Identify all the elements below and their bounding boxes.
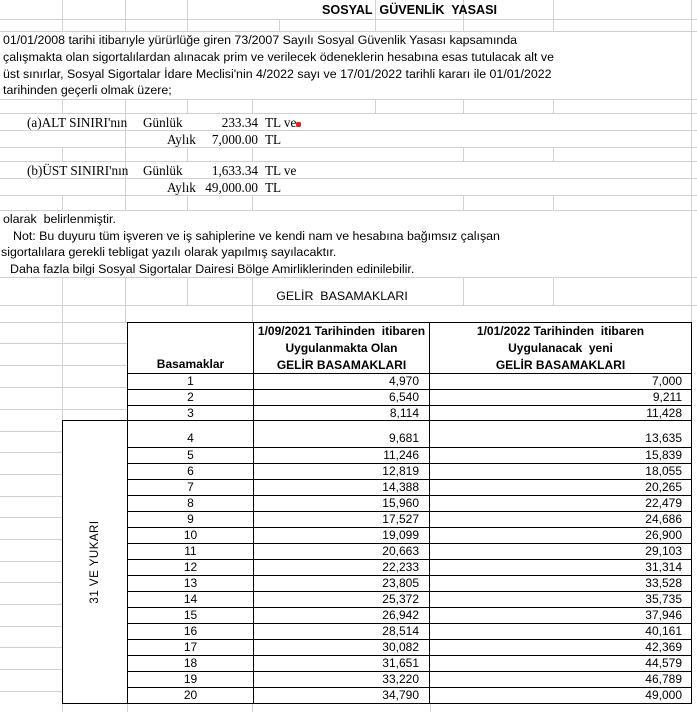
income-step-row [128, 512, 691, 528]
gridline-vertical [252, 195, 253, 210]
upper-limit-monthly-row [0, 179, 430, 196]
income-step-row [128, 464, 691, 480]
new-value-cell: 15,839 [645, 448, 682, 462]
intro-line: üst sınırlar, Sosyal Sigortalar İdare Meclisi'nin 4/2022 sayı ve 17/01/2022 tarihli kararı ile 01/01/2022 [3, 66, 552, 81]
new-value-cell: 7,000 [651, 374, 682, 388]
step-cell: 4 [128, 421, 254, 447]
daily-label: Günlük [143, 163, 183, 178]
new-value-cell: 46,789 [645, 672, 682, 686]
gridline-vertical [553, 99, 554, 113]
upper-limit-label: (b)ÜST SINIRI'nın [27, 163, 129, 178]
gridline-horizontal [0, 409, 127, 410]
income-step-row [128, 640, 691, 656]
current-value-cell: 30,082 [254, 640, 430, 655]
new-column-header [430, 323, 691, 373]
step-cell: 18 [128, 656, 254, 671]
step-cell: 13 [128, 576, 254, 591]
gridline-vertical [62, 147, 63, 161]
gridline-vertical [463, 195, 464, 210]
gridline-vertical [375, 99, 376, 113]
lower-limit-daily-value: 233.34 [221, 115, 258, 130]
gridline-vertical [187, 195, 188, 210]
gridline-vertical [252, 277, 253, 322]
upper-limit-daily-value: 1,633.34 [211, 163, 258, 178]
gridline-vertical [553, 195, 554, 210]
step-cell: 14 [128, 592, 254, 607]
step-cell: 3 [128, 406, 254, 420]
step-cell: 9 [128, 512, 254, 527]
intro-line: tarihinden geçerli olmak üzere; [3, 83, 172, 98]
current-value-cell: 25,372 [254, 592, 430, 607]
income-step-row [128, 688, 691, 703]
current-value-cell: 22,233 [254, 560, 430, 575]
header-line: 1/09/2021 Tarihinden itibaren [257, 324, 426, 338]
table-header-row [128, 323, 691, 374]
gridline-horizontal [0, 365, 127, 366]
new-value-cell: 20,265 [645, 480, 682, 494]
step-cell: 20 [128, 688, 254, 703]
gridline-vertical [62, 277, 63, 322]
currency-unit: TL ve [265, 115, 297, 130]
new-value-cell: 22,479 [645, 496, 682, 510]
gridline-vertical [463, 147, 464, 161]
income-step-row [128, 544, 691, 560]
new-value-cell: 42,369 [645, 640, 682, 654]
income-step-row [128, 448, 691, 464]
new-value-cell: 40,161 [645, 624, 682, 638]
income-step-row [128, 608, 691, 624]
income-step-row [128, 560, 691, 576]
header-line: Uygulanmakta Olan [285, 341, 398, 355]
lower-limit-monthly-row [0, 131, 430, 148]
daily-label: Günlük [143, 115, 183, 130]
lower-limit-monthly-value: 7,000.00 [211, 132, 258, 147]
gridline-horizontal [0, 343, 127, 344]
step-cell: 17 [128, 640, 254, 655]
new-value-cell: 33,528 [645, 576, 682, 590]
side-box-vertical-label: 31 VE YUKARI [89, 520, 101, 604]
income-step-row [128, 592, 691, 608]
income-step-row [128, 624, 691, 640]
income-step-row [128, 672, 691, 688]
gridline-vertical [553, 277, 554, 305]
side-box-31-and-above [62, 420, 128, 704]
gridline-vertical [62, 322, 63, 420]
header-line: GELİR BASAMAKLARI [495, 358, 626, 372]
new-value-cell: 49,000 [645, 688, 682, 702]
note-line: sigortalılara gerekli tebligat yazılı olarak yapılmış sayılacaktır. [1, 245, 337, 259]
gridline-vertical [187, 277, 188, 305]
currency-unit: TL [265, 132, 282, 147]
intro-paragraph [3, 32, 693, 99]
gridline-vertical [553, 147, 554, 161]
monthly-label: Aylık [167, 180, 196, 195]
gridline-horizontal [0, 322, 127, 323]
gridline-vertical [62, 0, 63, 31]
step-cell: 6 [128, 464, 254, 479]
gridline-vertical [127, 704, 128, 712]
gridline-vertical [252, 704, 253, 712]
current-value-cell: 28,514 [254, 624, 430, 639]
income-steps-heading: GELİR BASAMAKLARI [276, 289, 408, 303]
new-value-cell: 29,103 [645, 544, 682, 558]
upper-limit-daily-row [0, 162, 430, 179]
current-value-cell: 11,246 [254, 448, 430, 463]
gridline-horizontal [0, 452, 62, 453]
current-value-cell: 26,942 [254, 608, 430, 623]
gridline-vertical [62, 704, 63, 712]
header-line: Uygulanacak yeni [508, 341, 613, 355]
gridline-horizontal [0, 517, 62, 518]
lower-limit-label: (a)ALT SINIRI'nın [27, 115, 128, 130]
gridline-vertical [62, 195, 63, 210]
new-value-cell: 31,314 [645, 560, 682, 574]
table-body [128, 374, 691, 703]
gridline-vertical [463, 277, 464, 305]
current-value-cell: 8,114 [254, 406, 430, 420]
gridline-vertical [252, 99, 253, 113]
upper-limit-monthly-value: 49,000.00 [205, 180, 258, 195]
income-step-row [128, 496, 691, 512]
gridline-horizontal [0, 305, 697, 306]
new-value-cell: 44,579 [645, 656, 682, 670]
steps-column-header: Basamaklar [128, 323, 254, 373]
gridline-vertical [187, 99, 188, 113]
gridline-horizontal [0, 431, 62, 432]
note-line: Not: Bu duyuru tüm işveren ve iş sahiplerine ve kendi nam ve hesabına bağımsız çalışan [13, 229, 500, 243]
gridline-vertical [463, 99, 464, 113]
current-value-cell: 33,220 [254, 672, 430, 687]
current-value-cell: 12,819 [254, 464, 430, 479]
gridline-vertical [125, 277, 126, 322]
note-line: Daha fazla bilgi Sosyal Sigortalar Dairesi Bölge Amirliklerinden edinilebilir. [10, 262, 415, 276]
gridline-vertical [125, 0, 126, 31]
income-step-row [128, 421, 691, 448]
gridline-vertical [252, 147, 253, 161]
new-value-cell: 11,428 [646, 406, 682, 420]
income-steps-table [127, 322, 692, 704]
income-step-row [128, 480, 691, 496]
new-value-cell: 24,686 [645, 512, 682, 526]
gridline-horizontal [0, 19, 697, 20]
step-cell: 16 [128, 624, 254, 639]
gridline-horizontal [0, 626, 62, 627]
gridline-horizontal [0, 604, 62, 605]
header-line: 1/01/2022 Tarihinden itibaren [476, 324, 645, 338]
current-value-cell: 6,540 [254, 390, 430, 405]
current-value-cell: 34,790 [254, 688, 430, 703]
current-value-cell: 19,099 [254, 528, 430, 543]
currency-unit: TL ve [265, 163, 297, 178]
header-line: GELİR BASAMAKLARI [276, 358, 407, 372]
income-step-row [128, 656, 691, 672]
new-value-cell: 18,055 [645, 464, 682, 478]
current-value-cell: 23,805 [254, 576, 430, 591]
document-title: SOSYAL GÜVENLİK YASASI [322, 3, 497, 17]
gridline-vertical [279, 19, 280, 31]
current-value-cell: 20,663 [254, 544, 430, 559]
gridline-vertical [62, 99, 63, 113]
gridline-horizontal [0, 691, 62, 692]
gridline-horizontal [0, 474, 62, 475]
income-step-row [128, 576, 691, 592]
current-value-cell: 17,527 [254, 512, 430, 527]
gridline-vertical [125, 99, 126, 113]
gridline-horizontal [0, 582, 62, 583]
step-cell: 19 [128, 672, 254, 687]
gridline-horizontal [0, 561, 62, 562]
step-cell: 10 [128, 528, 254, 543]
currency-unit: TL [265, 180, 282, 195]
lower-limit-daily-row [0, 114, 430, 131]
current-value-cell: 14,388 [254, 480, 430, 495]
new-value-cell: 37,946 [645, 608, 682, 622]
new-value-cell: 26,900 [645, 528, 682, 542]
current-value-cell: 9,681 [254, 421, 430, 447]
current-value-cell: 15,960 [254, 496, 430, 511]
current-value-cell: 31,651 [254, 656, 430, 671]
monthly-label: Aylık [167, 132, 196, 147]
step-cell: 11 [128, 544, 254, 559]
new-value-cell: 9,211 [652, 390, 682, 404]
new-value-cell: 13,635 [645, 431, 682, 445]
intro-line: çalışmakta olan sigortalılardan alınacak prim ve verilecek ödeneklerin hesabına esas tutulacak alt ve [3, 49, 554, 64]
step-cell: 8 [128, 496, 254, 511]
income-step-row [128, 390, 691, 406]
current-value-cell: 4,970 [254, 374, 430, 389]
income-step-row [128, 406, 691, 421]
gridline-vertical [430, 704, 431, 712]
current-column-header [254, 323, 430, 373]
intro-line: 01/01/2008 tarihi itibarıyle yürürlüğe giren 73/2007 Sayılı Sosyal Güvenlik Yasası kapsamında [3, 33, 518, 47]
income-step-row [128, 528, 691, 544]
gridline-vertical [187, 147, 188, 161]
new-value-cell: 35,735 [645, 592, 682, 606]
closing-line: olarak belirlenmiştir. [3, 212, 116, 226]
gridline-horizontal [0, 496, 62, 497]
income-step-row [128, 374, 691, 390]
gridline-horizontal [0, 539, 62, 540]
step-cell: 12 [128, 560, 254, 575]
step-cell: 15 [128, 608, 254, 623]
step-cell: 2 [128, 390, 254, 405]
gridline-horizontal [0, 387, 127, 388]
red-dot-marker [296, 122, 301, 127]
gridline-horizontal [0, 669, 62, 670]
step-cell: 5 [128, 448, 254, 463]
gridline-horizontal [0, 647, 62, 648]
step-cell: 7 [128, 480, 254, 495]
step-cell: 1 [128, 374, 254, 389]
